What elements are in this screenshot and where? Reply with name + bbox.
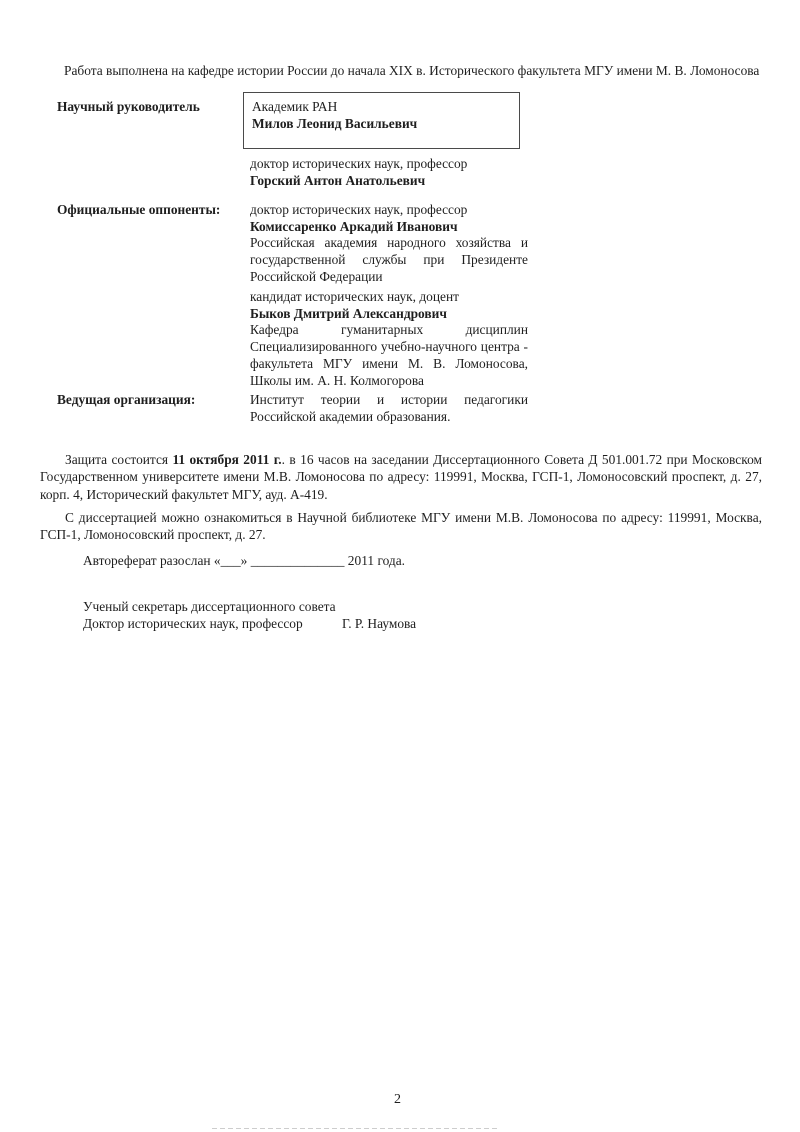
supervisor-alt-name: Горский Антон Анатольевич bbox=[250, 173, 426, 188]
leading-organization-label: Ведущая организация: bbox=[57, 392, 196, 407]
supervisor-alt-rank: доктор исторических наук, профессор bbox=[250, 156, 468, 171]
defense-date: 11 октября 2011 г. bbox=[172, 452, 282, 467]
page-number: 2 bbox=[394, 1092, 401, 1107]
defense-paragraph bbox=[40, 451, 762, 503]
abstract-sent-line: Автореферат разослан «___» ______________ 2011 года. bbox=[83, 553, 406, 568]
opponent-first-name: Комиссаренко Аркадий Иванович bbox=[250, 218, 458, 234]
supervisor-rank: Академик РАН bbox=[252, 99, 338, 114]
supervisor-alt-block bbox=[250, 155, 467, 189]
secretary-title-line: Ученый секретарь диссертационного совета bbox=[83, 599, 336, 614]
opponents-label: Официальные оппоненты: bbox=[57, 202, 221, 217]
supervisor-name: Милов Леонид Васильевич bbox=[252, 116, 418, 131]
work-performed-line: Работа выполнена на кафедре истории России до начала XIX в. Исторического факультета МГУ имени М. В. Ломоносова bbox=[64, 63, 760, 78]
library-paragraph: С диссертацией можно ознакомиться в Научной библиотеке МГУ имени М.В. Ломоносова по адресу: 119991, Москва, ГСП-1, Ломоносовский проспект, д. 27. bbox=[40, 510, 762, 543]
supervisor-box bbox=[243, 92, 520, 149]
opponent-second-name: Быков Дмитрий Александрович bbox=[250, 305, 447, 321]
opponent-first-block bbox=[250, 202, 528, 286]
secretary-name: Г. Р. Наумова bbox=[342, 616, 417, 631]
supervisor-label: Научный руководитель bbox=[57, 99, 200, 114]
secretary-rank-line: Доктор исторических наук, профессор bbox=[83, 616, 303, 631]
opponent-second-block bbox=[250, 289, 528, 389]
defense-text-before: Защита состоится bbox=[65, 452, 173, 467]
opponent-second-affiliation: Кафедра гуманитарных дисциплин Специализированного учебно-научного центра - факультета МГУ имени М. В. Ломоносова, Школы им. А. Н. Колмогорова bbox=[250, 322, 528, 388]
opponent-first-affiliation: Российская академия народного хозяйства и государственной службы при Президенте Российской Федерации bbox=[250, 235, 528, 284]
leading-organization-value: Институт теории и истории педагогики Российской академии образования. bbox=[250, 392, 528, 424]
secretary-block bbox=[83, 598, 533, 632]
defense-text-after: . в 16 часов на заседании Диссертационного Совета Д 501.001.72 при Московском Государственном университете имени М.В. Ломоносова по адресу: 119991, Москва, ГСП-1, Ломоносовский проспект, д. 27, корп. 4, Исторический факультет МГУ, ауд. А-419. bbox=[40, 452, 762, 502]
opponent-first-rank: доктор исторических наук, профессор bbox=[250, 202, 468, 217]
scan-artifact-line bbox=[212, 1128, 498, 1129]
opponent-second-rank: кандидат исторических наук, доцент bbox=[250, 289, 459, 304]
